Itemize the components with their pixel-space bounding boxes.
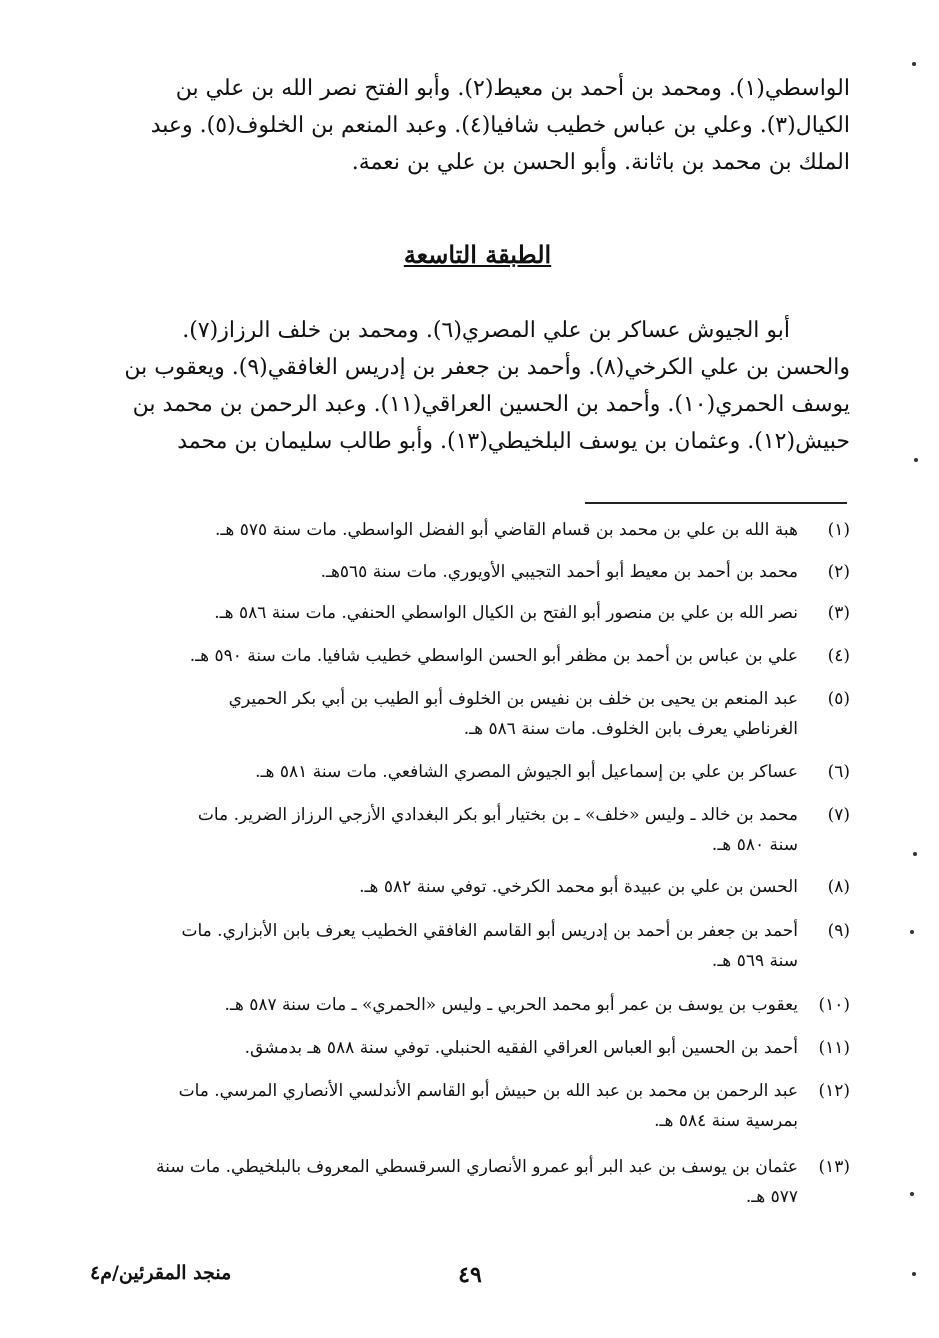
footnote-number: (١٠) (818, 995, 850, 1015)
footnote (105, 557, 850, 587)
footnote (105, 1152, 850, 1212)
footnote-text: محمد بن أحمد بن معيط أبو أحمد التجيبي الأويوري. مات سنة ٥٦٥هـ. (320, 562, 798, 582)
footnote-divider (585, 502, 847, 504)
footnote-number: (١١) (818, 1038, 850, 1058)
footnote-text: نصر الله بن علي بن منصور أبو الفتح بن الكيال الواسطي الحنفي. مات سنة ٥٨٦ هـ. (214, 603, 798, 623)
paragraph-line: الكيال(٣). وعلي بن عباس خطيب شافيا(٤). وعبد المنعم بن الخلوف(٥). وعبد (150, 113, 850, 138)
footnote (105, 1033, 850, 1063)
footnote-continuation: الغرناطي يعرف بابن الخلوف. مات سنة ٥٨٦ هـ. (463, 719, 798, 739)
footnote-text: هبة الله بن علي بن محمد بن قسام القاضي أبو الفضل الواسطي. مات سنة ٥٧٥ هـ. (214, 520, 798, 540)
footnote (105, 598, 850, 628)
section-paragraph (105, 312, 850, 460)
footnote-text: عبد الرحمن بن محمد بن عبد الله بن حبيش أبو القاسم الأندلسي الأنصاري المرسي. مات (178, 1081, 798, 1101)
footnote-number: (٩) (827, 921, 850, 941)
scan-speck (910, 930, 914, 934)
footnote-continuation: سنة ٥٦٩ هـ. (711, 951, 798, 971)
paragraph-line: أبو الجيوش عساكر بن علي المصري(٦). ومحمد بن خلف الرزاز(٧). (182, 318, 790, 343)
footnote-text: عساكر بن علي بن إسماعيل أبو الجيوش المصري الشافعي. مات سنة ٥٨١ هـ. (255, 762, 798, 782)
paragraph-line: الملك بن محمد بن باثانة. وأبو الحسن بن علي بن نعمة. (351, 150, 850, 175)
footnote-number: (٢) (827, 562, 850, 582)
paragraph-line: حبيش(١٢). وعثمان بن يوسف البلخيطي(١٣). وأبو طالب سليمان بن محمد (177, 429, 850, 454)
footnote (105, 515, 850, 545)
footnote-text: محمد بن خالد ـ وليس «خلف» ـ بن بختيار أبو بكر البغدادي الأزجي الرزاز الضرير. مات (197, 805, 798, 825)
scan-speck (912, 62, 916, 66)
footnote-text: عثمان بن يوسف بن عبد البر أبو عمرو الأنصاري السرقسطي المعروف بالبلخيطي. مات سنة (156, 1157, 798, 1177)
footnote-text: أحمد بن الحسين أبو العباس العراقي الفقيه الحنبلي. توفي سنة ٥٨٨ هـ بدمشق. (244, 1038, 798, 1058)
footnote-number: (٤) (827, 646, 850, 666)
footnote (105, 641, 850, 671)
footnote (105, 916, 850, 976)
paragraph-line: يوسف الحمري(١٠). وأحمد بن الحسين العراقي(١١). وعبد الرحمن بن محمد بن (132, 392, 850, 417)
footnote-continuation: بمرسية سنة ٥٨٤ هـ. (654, 1111, 798, 1131)
footnote (105, 684, 850, 744)
footnote-number: (٨) (827, 877, 850, 897)
footnote-text: عبد المنعم بن يحيى بن خلف بن نفيس بن الخلوف أبو الطيب بن أبي بكر الحميري (228, 689, 798, 709)
footnote-text: يعقوب بن يوسف بن عمر أبو محمد الحربي ـ وليس «الحمري» ـ مات سنة ٥٨٧ هـ. (224, 995, 798, 1015)
footnote (105, 1076, 850, 1136)
footnote (105, 990, 850, 1020)
scan-speck (913, 852, 917, 856)
scan-speck (912, 1272, 916, 1276)
top-paragraph (105, 70, 850, 181)
paragraph-line: الواسطي(١). ومحمد بن أحمد بن معيط(٢). وأبو الفتح نصر الله بن علي بن (175, 76, 850, 101)
footnote-text: الحسن بن علي بن عبيدة أبو محمد الكرخي. توفي سنة ٥٨٢ هـ. (359, 877, 798, 897)
section-heading: الطبقة التاسعة (403, 240, 552, 269)
footnote-number: (١٢) (818, 1081, 850, 1101)
footnote (105, 800, 850, 860)
footnote (105, 757, 850, 787)
footnote-number: (١) (827, 520, 850, 540)
footnote-text: أحمد بن جعفر بن أحمد بن إدريس أبو القاسم الغافقي الخطيب يعرف بابن الأبزاري. مات (181, 921, 798, 941)
scan-speck (914, 458, 918, 462)
footnote-text: علي بن عباس بن أحمد بن مظفر أبو الحسن الواسطي خطيب شافيا. مات سنة ٥٩٠ هـ. (189, 646, 798, 666)
page-number: ٤٩ (458, 1262, 482, 1288)
footnote-number: (٦) (827, 762, 850, 782)
footnote-number: (٧) (827, 805, 850, 825)
book-signature-mark: منجد المقرئين/م٤ (90, 1262, 232, 1284)
footnote-continuation: ٥٧٧ هـ. (745, 1187, 798, 1207)
footnote-continuation: سنة ٥٨٠ هـ. (711, 835, 798, 855)
footnote-number: (٥) (827, 689, 850, 709)
scan-speck (910, 1192, 914, 1196)
footnote-number: (١٣) (818, 1157, 850, 1177)
footnote-number: (٣) (827, 603, 850, 623)
footnote (105, 872, 850, 902)
paragraph-line: والحسن بن علي الكرخي(٨). وأحمد بن جعفر بن إدريس الغافقي(٩). ويعقوب بن (124, 355, 850, 380)
